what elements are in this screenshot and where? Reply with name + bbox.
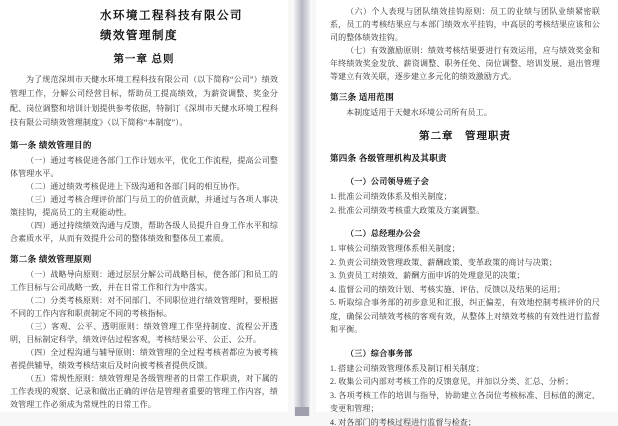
section-3-item: 1. 搭建公司绩效管理体系及制订相关制度；: [330, 363, 485, 373]
article-3-body: 本制度适用于天健水环境公司所有员工。: [346, 108, 492, 117]
section-3-item: 4. 对各部门的考核过程进行监督与检查；: [330, 417, 476, 426]
section-3-heading: （三）综合事务部: [346, 348, 413, 358]
article-2-item: （二）分类考核原则：对不同部门、不同职位进行绩效管理时，要根据不同的工作内容和职责制定不同的考核指标。: [10, 295, 278, 318]
article-1-item: （二）通过绩效考核促进上下级沟通和各部门间的相互协作。: [26, 181, 245, 191]
section-1-item: 1. 批准公司绩效体系及相关制度；: [330, 192, 452, 201]
article-2-item: （七）有效激励原则：绩效考核结果要进行有效运用，应与绩效奖金和年终绩效奖金发放、薪资调整、职务任免、岗位调整、培训发展、退出管理等建立有效关联，逐步建立多元化的绩效激励方式。: [330, 46, 600, 81]
article-1-heading: 第一条 绩效管理目的: [10, 139, 92, 150]
section-1-heading: （一）公司领导班子会: [346, 177, 429, 186]
article-1-item: （一）通过考核促进各部门工作计划水平，优化工作流程，提高公司整体管理水平。: [10, 155, 278, 178]
article-2-item: （三）客观、公平、透明原则：绩效管理工作坚持制度、流程公开透明，目标制定科学，绩效评估过程客观，考核结果公平、公正、公开。: [10, 321, 278, 344]
section-2-item: 1. 审核公司绩效管理体系相关制度；: [330, 244, 460, 253]
section-3-item: 3. 各项考核工作的培训与指导，协助建立各岗位考核标准、目标值的测定、变更和管理；: [330, 390, 600, 413]
article-3-heading: 第三条 适用范围: [330, 92, 395, 102]
page-1: [0, 0, 288, 412]
article-2-item: （四）全过程沟通与辅导原则：绩效管理的全过程考核者都应为被考核者提供辅导，绩效考核结束后及时向被考核者提供反馈。: [10, 347, 278, 370]
section-2-item: 4. 监督公司的绩效计划、考核实施、评估、反馈以及结果的运用；: [330, 284, 566, 294]
page-gap-divider-foot: [295, 407, 309, 416]
chapter-1-heading: 第一章 总则: [113, 54, 175, 65]
article-4-heading: 第四条 各级管理机构及其职责: [330, 153, 447, 163]
section-1-item: 2. 批准公司绩效考核重大政策及方案调整。: [330, 205, 485, 215]
section-2-item: 3. 负责员工对绩效、薪酬方面申诉的处理意见的决策；: [330, 271, 525, 280]
chapter-2-heading: 第二章 管理职责: [419, 131, 511, 142]
section-2-item: 2. 负责公司绩效管理政策、薪酬政策、变革政策的商讨与决策；: [330, 257, 557, 267]
section-2-heading: （二）总经理办公会: [346, 229, 421, 238]
article-2-item: （六）个人表现与团队绩效挂钩原则：员工的业绩与团队业绩紧密联系，员工的考核结果应与本部门绩效水平挂钩，中高层的考核结果应该和公司的整体绩效挂钩。: [330, 7, 600, 42]
article-1-item: （四）通过持续绩效沟通与反馈，帮助各级人员提升自身工作水平和综合素质水平，从而有效提升公司的整体绩效和整体员工素质。: [10, 220, 278, 243]
article-2-heading: 第二条 绩效管理原则: [10, 253, 92, 264]
article-2-item: （五）常规性原则：绩效管理是各级管理者的日常工作职责，对下属的工作表现的观察、记录和做出正确的评估是管理者重要的管理工作内容，绩效管理工作必须成为常规性的日常工作。: [10, 373, 278, 409]
doc-title: [100, 6, 278, 46]
intro-paragraph: 为了规范深圳市天健水环境工程科技有限公司（以下简称“公司”）绩效管理工作，分解公司经营目标，帮助员工提高绩效，为薪资调整、奖金分配、岗位调整和培训计划提供参考依据，特制订《深圳市天健水环境工程科技有限公司绩效管理制度》（以下简称“本制度”）。: [10, 75, 278, 128]
doc-title-line-1: 水环境工程科技有限公司: [100, 10, 243, 22]
page-gap-divider: [292, 0, 312, 416]
section-2-item: 5. 听取综合事务部的初步意见和汇报，纠正偏差，有效地控制考核评价的尺度，确保公司绩效考核的客观有效，从整体上对绩效考核的有效性进行监督和平衡。: [330, 298, 600, 334]
article-1-item: （三）通过考核合理评价部门与员工的价值贡献，并通过与各项人事决策挂钩，提高员工的主观能动性。: [10, 194, 278, 217]
page-2: [316, 0, 618, 426]
article-2-item: （一）战略导向原则：通过层层分解公司战略目标，使各部门和员工的工作目标与公司战略一致，并在日常工作和行为中落实。: [10, 269, 278, 292]
doc-title-line-2: 绩效管理制度: [100, 30, 178, 42]
section-3-item: 2. 收集公司内部对考核工作的反馈意见，并加以分类、汇总、分析；: [330, 377, 574, 386]
